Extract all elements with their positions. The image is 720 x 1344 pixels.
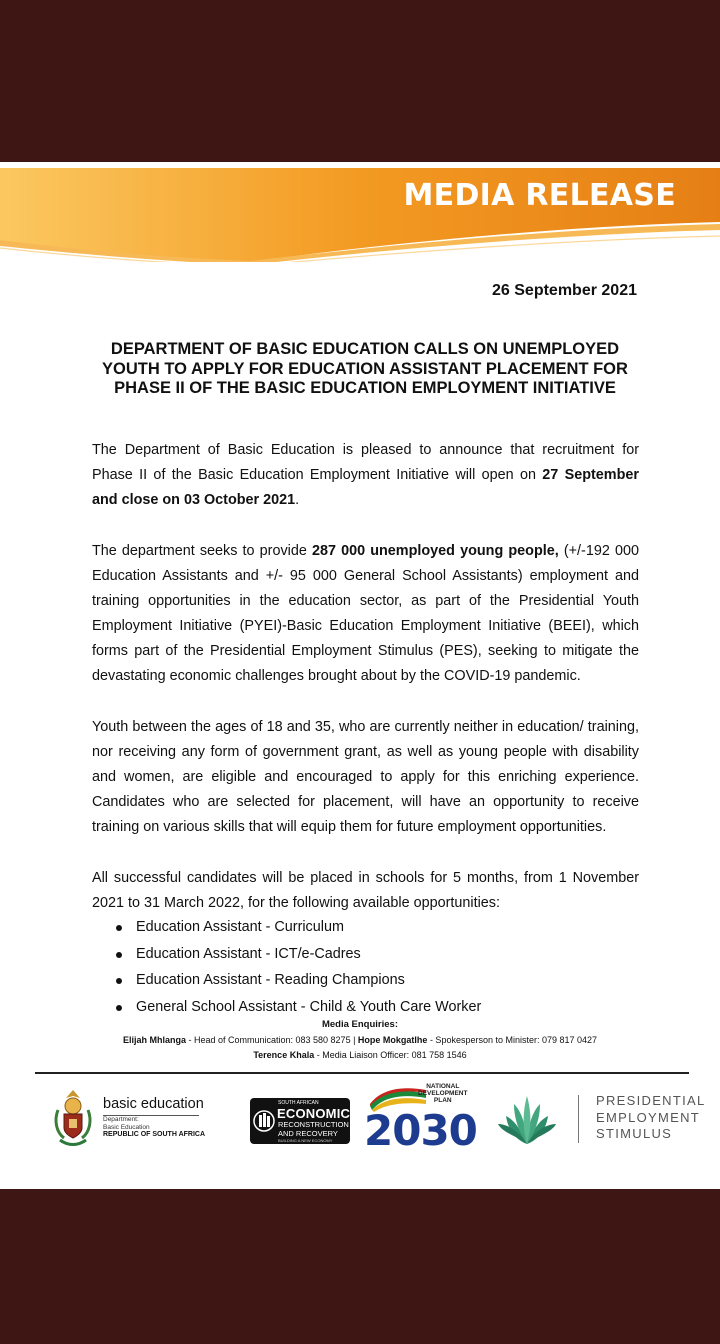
paragraph-eligibility: Youth between the ages of 18 and 35, who are currently neither in education/ training, nor receiving any form of government grant, as well as young people with disability and women, are eligible and encouraged to apply for this enriching experience. Candidates who are selected for placement, will have an opportunity to receive training on various skills that will equip them for future employment opportunities.: [92, 719, 639, 835]
err-subtitle: [278, 1121, 349, 1138]
contact-name: Hope Mokgatlhe: [357, 1035, 428, 1045]
bullet-icon: [116, 952, 122, 958]
ndp-year: 2030: [364, 1106, 477, 1155]
paragraph-text: (+/-192 000 Education Assistants and +/- 95 000 General School Assistants) employment and training opportunities in the education sector, as part of the Presidential Youth Employment Initiative (PYEI)-Basic Education Employment Initiative (BEEI), which forms part of the Presidential Employment Stimulus (PES), seeking to mitigate the devastating economic challenges brought about by the COVID-19 pandemic.: [92, 543, 639, 684]
media-contacts-line-2: [0, 1050, 720, 1060]
err-title: ECONOMIC: [277, 1106, 351, 1121]
presidential-employment-stimulus-logo: [596, 1093, 706, 1143]
paragraph-text: .: [295, 492, 300, 508]
err-country-label: SOUTH AFRICAN: [278, 1100, 319, 1106]
list-item: [92, 914, 632, 941]
economic-reconstruction-logo: [250, 1098, 350, 1144]
opportunity-label: Education Assistant - Curriculum: [136, 919, 344, 935]
department-label: Department:: [103, 1116, 139, 1123]
pes-line: STIMULUS: [596, 1126, 673, 1141]
basic-education-name: basic education: [103, 1096, 204, 1112]
list-item: [92, 941, 632, 968]
footer-divider: [35, 1072, 689, 1074]
bullet-icon: [116, 1005, 122, 1011]
bullet-icon: [116, 978, 122, 984]
media-release-title: MEDIA RELEASE: [403, 178, 676, 213]
opportunity-label: Education Assistant - Reading Champions: [136, 972, 405, 988]
contact-name: Elijah Mhlanga: [122, 1035, 186, 1045]
err-tagline: BUILDING A NEW ECONOMY: [278, 1138, 333, 1143]
ndp-label-line: NATIONAL: [426, 1083, 460, 1090]
pes-line: EMPLOYMENT: [596, 1109, 701, 1125]
list-item: [92, 994, 632, 1021]
department-name: Basic Education: [103, 1123, 150, 1131]
media-enquiries-title: Media Enquiries:: [321, 1019, 398, 1030]
err-subtitle-line: AND RECOVERY: [278, 1128, 338, 1138]
basic-education-logo-text: [103, 1096, 205, 1138]
opportunities-list: [92, 914, 632, 1020]
protea-icon: [496, 1090, 558, 1146]
ndp-label-line: PLAN: [433, 1097, 452, 1104]
opportunity-label: Education Assistant - ICT/e-Cadres: [136, 945, 361, 962]
contact-role: - Media Liaison Officer: 081 758 1546: [314, 1050, 467, 1060]
young-people-count-bold: 287 000 unemployed young people,: [311, 543, 559, 559]
opportunity-label: General School Assistant - Child & Youth Care Worker: [136, 998, 482, 1015]
media-release-banner: [0, 162, 720, 262]
list-item: [92, 967, 632, 994]
media-contacts-line-1: [0, 1035, 720, 1045]
contact-role: - Head of Communication: 083 580 8275 |: [185, 1035, 358, 1045]
paragraph-recruitment-dates: [92, 438, 639, 513]
pes-line: PRESIDENTIAL: [596, 1093, 706, 1108]
recruitment-dates-bold: 27 September and close on 03 October 2021: [92, 467, 639, 508]
partner-logos: [0, 1080, 720, 1160]
paragraph-text: The department seeks to provide: [92, 543, 312, 559]
logo-divider: [578, 1095, 579, 1143]
paragraph-opportunity-count: [92, 539, 639, 689]
hand-grid-icon: [253, 1103, 275, 1139]
err-subtitle-line: RECONSTRUCTION: [278, 1120, 349, 1129]
contact-name: Terence Khala: [253, 1050, 315, 1060]
paragraph-placement-period: All successful candidates will be placed in schools for 5 months, from 1 November 2021 to 31 March 2022, for the following available opportunities:: [92, 870, 639, 911]
paragraph-text: The Department of Basic Education is pleased to announce that recruitment for Phase II of the Basic Education Employment Initiative will open on: [92, 442, 639, 483]
country-name: REPUBLIC OF SOUTH AFRICA: [103, 1131, 206, 1138]
media-release-document: [0, 162, 720, 1189]
coat-of-arms-icon: [50, 1088, 96, 1148]
contact-role: - Spokesperson to Minister: 079 817 0427: [427, 1035, 598, 1045]
ndp-label-line: DEVELOPMENT: [418, 1090, 468, 1097]
bullet-icon: [116, 925, 122, 931]
release-headline: DEPARTMENT OF BASIC EDUCATION CALLS ON UNEMPLOYED YOUTH TO APPLY FOR EDUCATION ASSISTANT PLACEMENT FOR PHASE II OF THE BASIC EDUCATION EMPLOYMENT INITIATIVE: [102, 340, 628, 397]
release-date: 26 September 2021: [492, 282, 637, 299]
ndp-label: [418, 1083, 467, 1104]
